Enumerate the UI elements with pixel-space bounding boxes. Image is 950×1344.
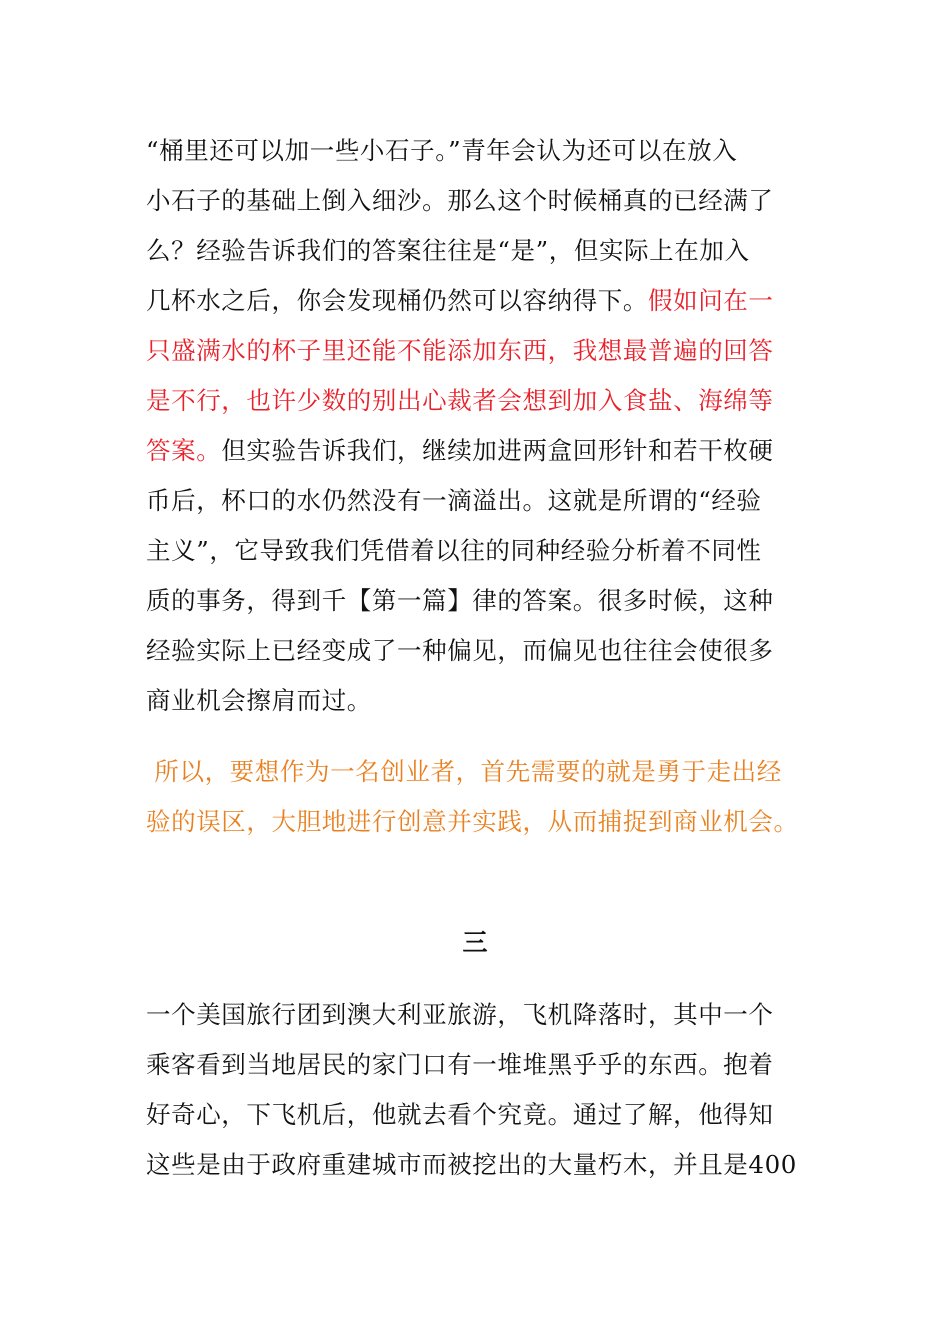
- text-segment: 几杯水之后，你会发现桶仍然可以容纳得下。: [146, 286, 648, 315]
- text-segment: 但实验告诉我们，继续加进两盒回形针和若干枚硬: [221, 436, 774, 465]
- text-line: [146, 426, 816, 476]
- text-line: 这些是由于政府重建城市而被挖出的大量朽木，并且是400: [146, 1150, 797, 1179]
- highlighted-text-line: 验的误区，大胆地进行创意并实践，从而捕捉到商业机会。: [146, 807, 799, 836]
- text-line: [146, 276, 816, 326]
- text-line: “桶里还可以加一些小石子。”青年会认为还可以在放入: [146, 136, 738, 165]
- paragraph-conclusion: [146, 747, 816, 847]
- text-line: 质的事务，得到千【第一篇】律的答案。很多时候，这种: [146, 586, 774, 615]
- text-line: 经验实际上已经变成了一种偏见，而偏见也往往会使很多: [146, 636, 774, 665]
- text-line: 么？经验告诉我们的答案往往是“是”，但实际上在加入: [146, 236, 750, 265]
- text-line: 好奇心，下飞机后，他就去看个究竟。通过了解，他得知: [146, 1100, 774, 1129]
- highlighted-text-line: 所以，要想作为一名创业者，首先需要的就是勇于走出经: [146, 757, 782, 786]
- highlighted-text-line: 是不行，也许少数的别出心裁者会想到加入食盐、海绵等: [146, 386, 774, 415]
- text-line: 商业机会擦肩而过。: [146, 686, 372, 715]
- text-line: 乘客看到当地居民的家门口有一堆堆黑乎乎的东西。抱着: [146, 1050, 774, 1079]
- highlighted-text: 答案。: [146, 436, 222, 465]
- text-line: 主义”，它导致我们凭借着以往的同种经验分析着不同性: [146, 536, 762, 565]
- paragraph-experience-bias: [146, 126, 816, 726]
- text-line: 一个美国旅行团到澳大利亚旅游，飞机降落时，其中一个: [146, 1000, 774, 1029]
- highlighted-text-line: 只盛满水的杯子里还能不能添加东西，我想最普遍的回答: [146, 336, 774, 365]
- highlighted-text: 假如问在一: [648, 286, 774, 315]
- paragraph-story: [146, 990, 816, 1190]
- text-line: 币后，杯口的水仍然没有一滴溢出。这就是所谓的“经验: [146, 486, 762, 515]
- section-heading: 三: [462, 928, 488, 957]
- text-line: 小石子的基础上倒入细沙。那么这个时候桶真的已经满了: [146, 186, 774, 215]
